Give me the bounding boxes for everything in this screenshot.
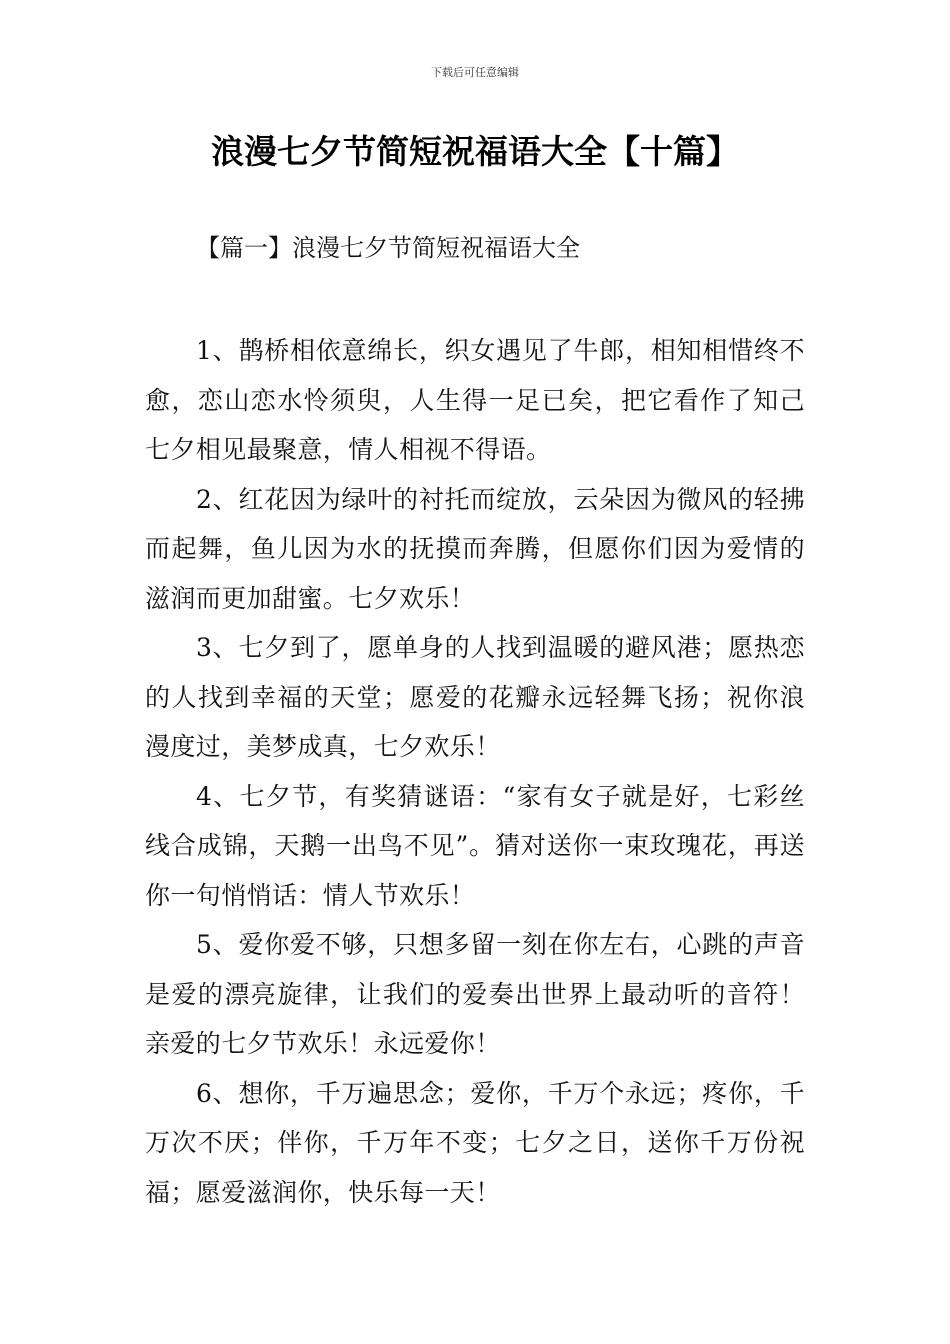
paragraph-1: 1、鹊桥相依意绵长，织女遇见了牛郎，相知相惜终不愈，恋山恋水怜须臾，人生得一足已矣，把它看作了知己七夕相见最聚意，情人相视不得语。 [145, 336, 805, 464]
header-note: 下载后可任意编辑 [431, 66, 519, 79]
paragraph-3: 3、七夕到了，愿单身的人找到温暖的避风港；愿热恋的人找到幸福的天堂；愿爱的花瓣永远轻舞飞扬；祝你浪漫度过，美梦成真，七夕欢乐！ [145, 633, 805, 761]
paragraph-4: 4、七夕节，有奖猜谜语：“家有女子就是好，七彩丝线合成锦，天鹅一出鸟不见”。猜对送你一束玫瑰花，再送你一句悄悄话：情人节欢乐！ [145, 781, 805, 910]
document-body [145, 326, 805, 1217]
paragraph-6: 6、想你，千万遍思念；爱你，千万个永远；疼你，千万次不厌；伴你，千万年不变；七夕之日，送你千万份祝福；愿爱滋润你，快乐每一天！ [145, 1078, 805, 1207]
section-heading: 【篇一】浪漫七夕节简短祝福语大全 [196, 234, 580, 262]
paragraph-5: 5、爱你爱不够，只想多留一刻在你左右，心跳的声音是爱的漂亮旋律，让我们的爱奏出世界上最动听的音符！亲爱的七夕节欢乐！永远爱你！ [145, 930, 805, 1058]
paragraph-2: 2、红花因为绿叶的衬托而绽放，云朵因为微风的轻拂而起舞，鱼儿因为水的抚摸而奔腾，但愿你们因为爱情的滋润而更加甜蜜。七夕欢乐！ [145, 484, 805, 613]
document-title: 浪漫七夕节简短祝福语大全【十篇】 [211, 132, 739, 171]
